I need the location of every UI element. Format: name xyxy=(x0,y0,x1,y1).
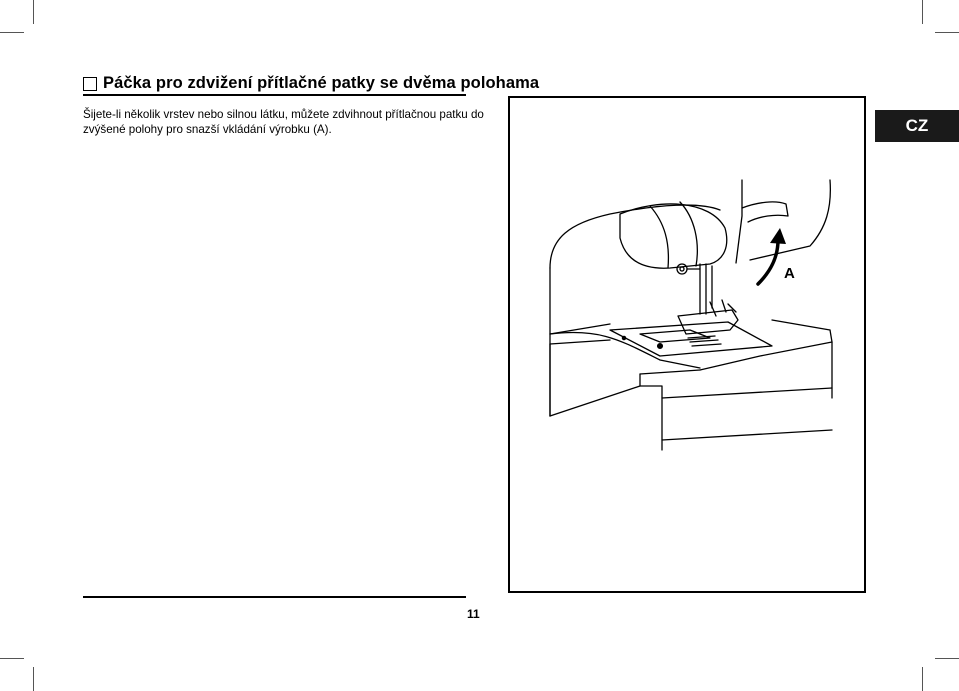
presser-foot-lever-drawing xyxy=(510,98,864,591)
crop-mark-top-right-horizontal xyxy=(935,32,959,33)
checkbox-square-icon xyxy=(83,77,97,91)
section-heading xyxy=(83,74,540,96)
crop-mark-top-left-vertical xyxy=(33,0,34,24)
sewing-machine-illustration xyxy=(508,96,866,593)
instruction-paragraph: Šijete-li několik vrstev nebo silnou látku, můžete zdvihnout přítlačnou patku do zvýšené polohy pro snazší vkládání výrobku (A). xyxy=(83,108,484,136)
language-code: CZ xyxy=(905,116,929,135)
figure-label: A xyxy=(784,265,795,282)
section-title: Páčka pro zdvižení přítlačné patky se dvěma polohama xyxy=(103,74,540,92)
language-tab xyxy=(875,110,959,142)
crop-mark-top-left-horizontal xyxy=(0,32,24,33)
crop-mark-top-right-vertical xyxy=(922,0,923,24)
footer-divider xyxy=(83,596,466,598)
crop-mark-bottom-right-horizontal xyxy=(935,658,959,659)
crop-mark-bottom-left-vertical xyxy=(33,667,34,691)
crop-mark-bottom-right-vertical xyxy=(922,667,923,691)
crop-mark-bottom-left-horizontal xyxy=(0,658,24,659)
page-number: 11 xyxy=(467,607,480,621)
